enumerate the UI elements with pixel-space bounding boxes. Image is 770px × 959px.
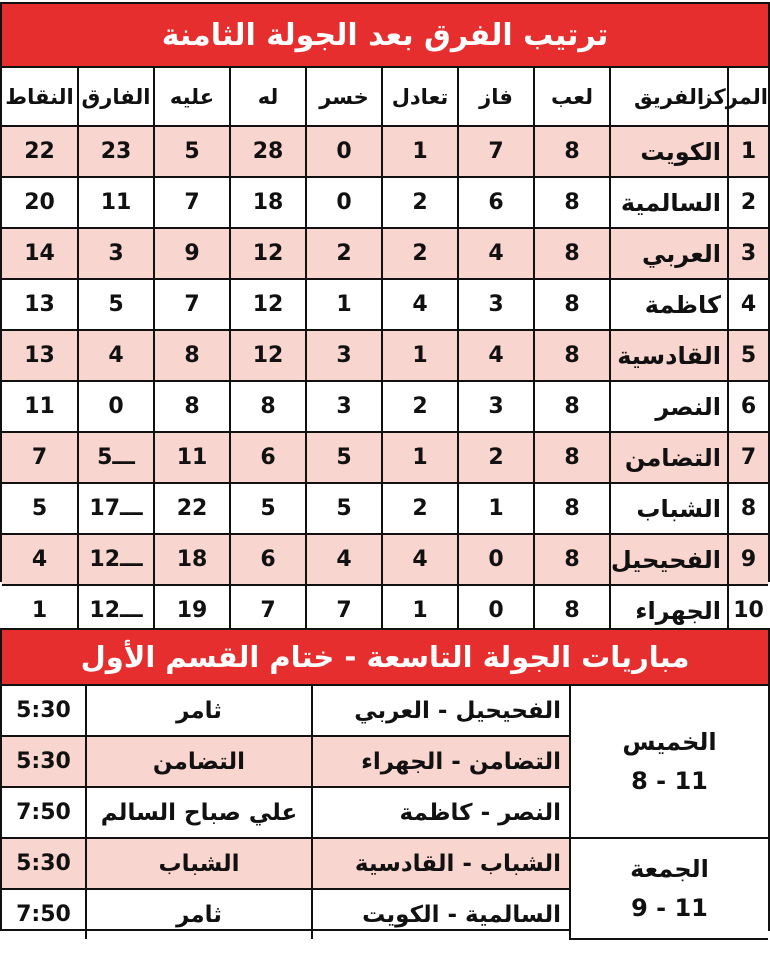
schedule-table: [2, 686, 768, 940]
cell-goals-against: 22: [154, 483, 230, 534]
header-goals-for: له: [230, 68, 306, 126]
cell-goals-against: 18: [154, 534, 230, 585]
table-row: [2, 534, 768, 585]
cell-drawn: 2: [382, 381, 458, 432]
cell-won: 6: [458, 177, 534, 228]
cell-goals-for: 8: [230, 381, 306, 432]
cell-drawn: 1: [382, 432, 458, 483]
day-date: 8 - 11: [631, 766, 708, 795]
cell-goals-for: 6: [230, 534, 306, 585]
cell-goal-diff: 11: [78, 177, 154, 228]
cell-rank: 2: [728, 177, 768, 228]
table-row: [2, 432, 768, 483]
cell-drawn: 2: [382, 177, 458, 228]
cell-points: 11: [2, 381, 78, 432]
cell-played: 8: [534, 177, 610, 228]
cell-points: 7: [2, 432, 78, 483]
cell-played: 8: [534, 126, 610, 177]
match-teams: السالمية - الكويت: [312, 889, 570, 939]
cell-drawn: 2: [382, 483, 458, 534]
table-row: [2, 381, 768, 432]
cell-won: 3: [458, 279, 534, 330]
cell-drawn: 1: [382, 330, 458, 381]
header-won: فاز: [458, 68, 534, 126]
cell-played: 8: [534, 432, 610, 483]
cell-won: 1: [458, 483, 534, 534]
table-row: [2, 228, 768, 279]
cell-team: الكويت: [610, 126, 728, 177]
cell-team: التضامن: [610, 432, 728, 483]
header-team: الفريق: [610, 68, 728, 126]
cell-lost: 3: [306, 381, 382, 432]
cell-goals-against: 8: [154, 330, 230, 381]
cell-played: 8: [534, 534, 610, 585]
cell-drawn: 4: [382, 534, 458, 585]
standings-table: [2, 68, 768, 635]
match-teams: الفحيحيل - العربي: [312, 686, 570, 736]
cell-goal-diff: 12ـــ: [78, 534, 154, 585]
cell-goals-for: 12: [230, 228, 306, 279]
cell-lost: 5: [306, 483, 382, 534]
cell-goal-diff: 5ـــ: [78, 432, 154, 483]
cell-points: 22: [2, 126, 78, 177]
cell-drawn: 1: [382, 126, 458, 177]
match-time: 5:30: [2, 686, 86, 736]
cell-points: 13: [2, 279, 78, 330]
cell-goals-for: 12: [230, 330, 306, 381]
cell-goal-diff: 12ـــ: [78, 585, 154, 635]
match-day: [570, 838, 768, 939]
cell-goal-diff: 5: [78, 279, 154, 330]
cell-goals-against: 19: [154, 585, 230, 635]
table-row: [2, 279, 768, 330]
cell-goal-diff: 0: [78, 381, 154, 432]
cell-goal-diff: 3: [78, 228, 154, 279]
day-date: 9 - 11: [631, 893, 708, 922]
cell-rank: 4: [728, 279, 768, 330]
cell-lost: 2: [306, 228, 382, 279]
cell-rank: 1: [728, 126, 768, 177]
cell-lost: 4: [306, 534, 382, 585]
cell-points: 4: [2, 534, 78, 585]
match-teams: النصر - كاظمة: [312, 787, 570, 838]
match-time: 7:50: [2, 787, 86, 838]
cell-goals-for: 18: [230, 177, 306, 228]
standings-block: [0, 2, 770, 625]
cell-points: 14: [2, 228, 78, 279]
cell-won: 0: [458, 534, 534, 585]
cell-played: 8: [534, 585, 610, 635]
cell-goals-for: 7: [230, 585, 306, 635]
cell-lost: 5: [306, 432, 382, 483]
header-lost: خسر: [306, 68, 382, 126]
cell-points: 1: [2, 585, 78, 635]
cell-won: 2: [458, 432, 534, 483]
header-goal-diff: الفارق: [78, 68, 154, 126]
cell-goals-for: 6: [230, 432, 306, 483]
cell-goals-for: 28: [230, 126, 306, 177]
match-teams: التضامن - الجهراء: [312, 736, 570, 787]
cell-team: النصر: [610, 381, 728, 432]
cell-played: 8: [534, 483, 610, 534]
cell-won: 3: [458, 381, 534, 432]
cell-rank: 7: [728, 432, 768, 483]
standings-title: ترتيب الفرق بعد الجولة الثامنة: [2, 4, 768, 68]
cell-played: 8: [534, 279, 610, 330]
cell-team: الفحيحيل: [610, 534, 728, 585]
table-row: [2, 330, 768, 381]
cell-played: 8: [534, 381, 610, 432]
header-rank: المركز: [728, 68, 768, 126]
header-played: لعب: [534, 68, 610, 126]
cell-goals-against: 8: [154, 381, 230, 432]
cell-lost: 1: [306, 279, 382, 330]
match-venue: الشباب: [86, 838, 312, 889]
match-time: 7:50: [2, 889, 86, 939]
match-day: [570, 686, 768, 838]
schedule-row: [2, 838, 768, 889]
match-teams: الشباب - القادسية: [312, 838, 570, 889]
cell-goals-for: 5: [230, 483, 306, 534]
match-time: 5:30: [2, 736, 86, 787]
schedule-title: مباريات الجولة التاسعة - ختام القسم الأول: [2, 630, 768, 686]
table-row: [2, 483, 768, 534]
table-row: [2, 126, 768, 177]
match-time: 5:30: [2, 838, 86, 889]
cell-won: 0: [458, 585, 534, 635]
cell-lost: 0: [306, 177, 382, 228]
header-goals-against: عليه: [154, 68, 230, 126]
cell-team: السالمية: [610, 177, 728, 228]
cell-goals-against: 11: [154, 432, 230, 483]
header-points: النقاط: [2, 68, 78, 126]
table-row: [2, 177, 768, 228]
cell-won: 7: [458, 126, 534, 177]
cell-drawn: 1: [382, 585, 458, 635]
cell-team: الجهراء: [610, 585, 728, 635]
match-venue: ثامر: [86, 889, 312, 939]
cell-points: 13: [2, 330, 78, 381]
day-name: الخميس: [622, 728, 717, 757]
cell-team: القادسية: [610, 330, 728, 381]
cell-rank: 8: [728, 483, 768, 534]
cell-played: 8: [534, 228, 610, 279]
standings-header-row: [2, 68, 768, 126]
match-venue: ثامر: [86, 686, 312, 736]
cell-drawn: 2: [382, 228, 458, 279]
cell-goals-against: 5: [154, 126, 230, 177]
cell-goals-for: 12: [230, 279, 306, 330]
cell-drawn: 4: [382, 279, 458, 330]
cell-goals-against: 7: [154, 177, 230, 228]
cell-goal-diff: 4: [78, 330, 154, 381]
cell-goals-against: 9: [154, 228, 230, 279]
cell-team: الشباب: [610, 483, 728, 534]
cell-won: 4: [458, 228, 534, 279]
header-drawn: تعادل: [382, 68, 458, 126]
cell-team: كاظمة: [610, 279, 728, 330]
cell-goal-diff: 23: [78, 126, 154, 177]
cell-won: 4: [458, 330, 534, 381]
cell-rank: 3: [728, 228, 768, 279]
cell-lost: 0: [306, 126, 382, 177]
cell-goals-against: 7: [154, 279, 230, 330]
cell-played: 8: [534, 330, 610, 381]
cell-rank: 5: [728, 330, 768, 381]
cell-rank: 9: [728, 534, 768, 585]
cell-goal-diff: 17ـــ: [78, 483, 154, 534]
schedule-block: [0, 628, 770, 931]
cell-points: 20: [2, 177, 78, 228]
cell-rank: 10: [728, 585, 768, 635]
match-venue: التضامن: [86, 736, 312, 787]
cell-lost: 7: [306, 585, 382, 635]
match-venue: علي صباح السالم: [86, 787, 312, 838]
cell-rank: 6: [728, 381, 768, 432]
schedule-row: [2, 686, 768, 736]
cell-points: 5: [2, 483, 78, 534]
cell-lost: 3: [306, 330, 382, 381]
cell-team: العربي: [610, 228, 728, 279]
day-name: الجمعة: [630, 855, 709, 884]
